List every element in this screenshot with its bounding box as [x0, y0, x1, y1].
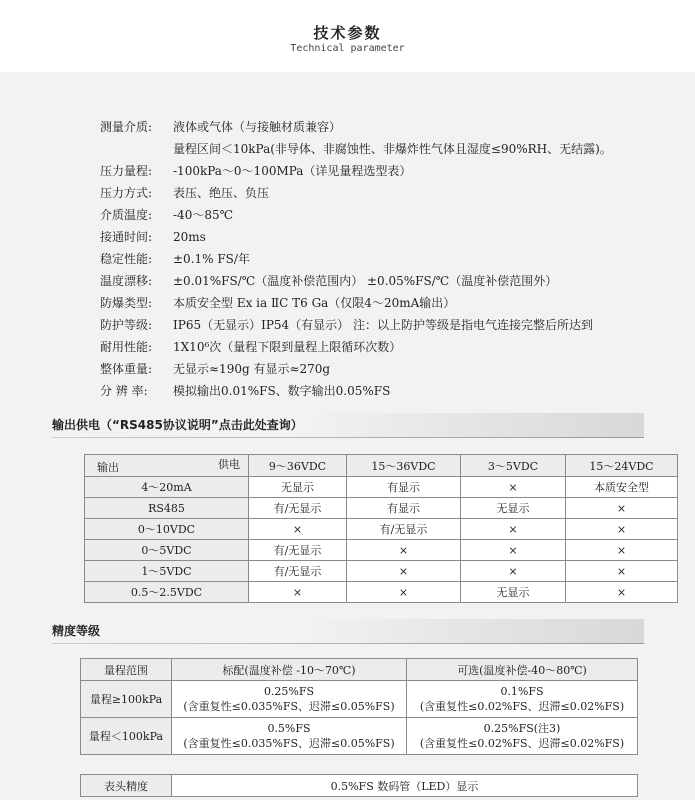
param-row [100, 358, 660, 380]
row-header: 4～20mA [85, 477, 249, 498]
table-row [85, 498, 678, 519]
param-value: 20ms [173, 230, 206, 244]
param-row [100, 336, 660, 358]
accuracy-table [80, 658, 638, 755]
row-header: 0～5VDC [85, 540, 249, 561]
table-row [85, 561, 678, 582]
corner-supply-label: 供电 [218, 458, 240, 471]
table-row [85, 519, 678, 540]
column-header: 标配(温度补偿 -10～70℃) [172, 659, 407, 681]
page-subtitle: Technical parameter [290, 43, 405, 54]
table-cell: × [461, 540, 566, 561]
param-label: 测量介质: [100, 120, 153, 134]
parameter-list [100, 116, 660, 402]
accuracy-section-title-text: 精度等级 [52, 624, 101, 638]
table-header-row [85, 455, 678, 477]
table-cell: × [566, 561, 678, 582]
param-value: -100kPa～0～100MPa（详见量程选型表） [173, 164, 412, 178]
table-cell: 有/无显示 [249, 561, 347, 582]
output-section-title-text[interactable]: 输出供电（“RS485协议说明”点击此处查询） [52, 418, 303, 432]
column-header: 量程范围 [81, 659, 172, 681]
param-value: 1X10⁶次（量程下限到量程上限循环次数） [173, 340, 402, 354]
table-cell [407, 681, 638, 718]
row-header: RS485 [85, 498, 249, 519]
table-cell: × [461, 561, 566, 582]
param-value: 液体或气体（与接触材质兼容） [173, 120, 342, 134]
param-label: 防爆类型: [100, 296, 153, 310]
accuracy-note: (含重复性≤0.02%FS、迟滞≤0.02%FS) [419, 700, 625, 713]
param-value: IP65（无显示）IP54（有显示） 注：以上防护等级是指电气连接完整后所达到 [173, 318, 593, 332]
param-value: -40～85℃ [173, 208, 234, 222]
table-cell: 有显示 [347, 498, 461, 519]
column-header: 15～24VDC [566, 455, 678, 477]
param-row [100, 292, 660, 314]
param-row [100, 204, 660, 226]
table-cell: × [347, 540, 461, 561]
param-label: 接通时间: [100, 230, 153, 244]
table-cell: × [461, 477, 566, 498]
param-value: 模拟输出0.01%FS、数字输出0.05%FS [173, 384, 391, 398]
column-header: 15～36VDC [347, 455, 461, 477]
display-accuracy-table [80, 774, 638, 797]
table-row [85, 582, 678, 603]
param-row [100, 226, 660, 248]
param-label: 整体重量: [100, 362, 153, 376]
row-header: 1～5VDC [85, 561, 249, 582]
row-header: 量程＜100kPa [81, 718, 172, 755]
table-row [81, 718, 638, 755]
param-row [100, 160, 660, 182]
corner-output-label: 输出 [97, 461, 119, 474]
param-label: 温度漂移: [100, 274, 153, 288]
row-header: 表头精度 [81, 775, 172, 797]
param-value: ±0.01%FS/℃（温度补偿范围内） ±0.05%FS/℃（温度补偿范围外） [173, 274, 558, 288]
table-cell: × [461, 519, 566, 540]
table-row [85, 540, 678, 561]
param-label: 介质温度: [100, 208, 153, 222]
table-cell: 无显示 [461, 582, 566, 603]
column-header: 9～36VDC [249, 455, 347, 477]
param-label: 防护等级: [100, 318, 153, 332]
table-cell: 无显示 [249, 477, 347, 498]
param-row [100, 116, 660, 138]
table-cell: × [347, 582, 461, 603]
param-value: 量程区间＜10kPa(非导体、非腐蚀性、非爆炸性气体且湿度≤90%RH、无结露)。 [173, 142, 612, 156]
param-value: ±0.1% FS/年 [173, 252, 250, 266]
table-cell: × [347, 561, 461, 582]
table-row [85, 477, 678, 498]
param-row [100, 270, 660, 292]
corner-header-cell [85, 455, 249, 477]
accuracy-value: 0.25%FS(注3) [483, 722, 561, 735]
table-cell: × [566, 498, 678, 519]
row-header: 0～10VDC [85, 519, 249, 540]
table-cell: 有/无显示 [249, 540, 347, 561]
output-supply-table [84, 454, 678, 603]
column-header: 可选(温度补偿-40～80℃) [407, 659, 638, 681]
column-header: 3～5VDC [461, 455, 566, 477]
param-label: 压力量程: [100, 164, 153, 178]
table-cell [172, 681, 407, 718]
table-row [81, 681, 638, 718]
table-cell: 本质安全型 [566, 477, 678, 498]
table-cell: × [249, 519, 347, 540]
param-label: 分 辨 率: [100, 384, 148, 398]
page-header [0, 0, 695, 72]
accuracy-section-title [52, 619, 644, 643]
table-cell: 无显示 [461, 498, 566, 519]
accuracy-note: (含重复性≤0.035%FS、迟滞≤0.05%FS) [183, 700, 395, 713]
table-cell: × [566, 582, 678, 603]
param-label: 耐用性能: [100, 340, 153, 354]
table-cell [172, 718, 407, 755]
accuracy-note: (含重复性≤0.035%FS、迟滞≤0.05%FS) [183, 737, 395, 750]
table-cell: 有/无显示 [249, 498, 347, 519]
accuracy-value: 0.5%FS [267, 722, 311, 735]
param-value: 无显示≈190g 有显示≈270g [173, 362, 331, 376]
param-label: 稳定性能: [100, 252, 153, 266]
param-row [100, 138, 660, 160]
table-cell: 有显示 [347, 477, 461, 498]
table-cell: × [566, 519, 678, 540]
param-row [100, 182, 660, 204]
param-label: 压力方式: [100, 186, 153, 200]
param-row [100, 248, 660, 270]
param-value: 表压、绝压、负压 [173, 186, 270, 200]
table-row [81, 775, 638, 797]
row-header: 0.5～2.5VDC [85, 582, 249, 603]
accuracy-value: 0.25%FS [263, 685, 315, 698]
param-row [100, 314, 660, 336]
output-section-title[interactable] [52, 413, 644, 437]
table-header-row [81, 659, 638, 681]
table-cell [407, 718, 638, 755]
accuracy-value: 0.1%FS [500, 685, 544, 698]
param-row [100, 380, 660, 402]
accuracy-note: (含重复性≤0.02%FS、迟滞≤0.02%FS) [419, 737, 625, 750]
param-value: 本质安全型 Ex ia ⅡC T6 Ga（仅限4～20mA输出） [173, 296, 456, 310]
table-cell: × [249, 582, 347, 603]
row-header: 量程≥100kPa [81, 681, 172, 718]
table-cell: 有/无显示 [347, 519, 461, 540]
table-cell: 0.5%FS 数码管（LED）显示 [172, 775, 638, 797]
page-title: 技术参数 [313, 24, 382, 42]
table-cell: × [566, 540, 678, 561]
